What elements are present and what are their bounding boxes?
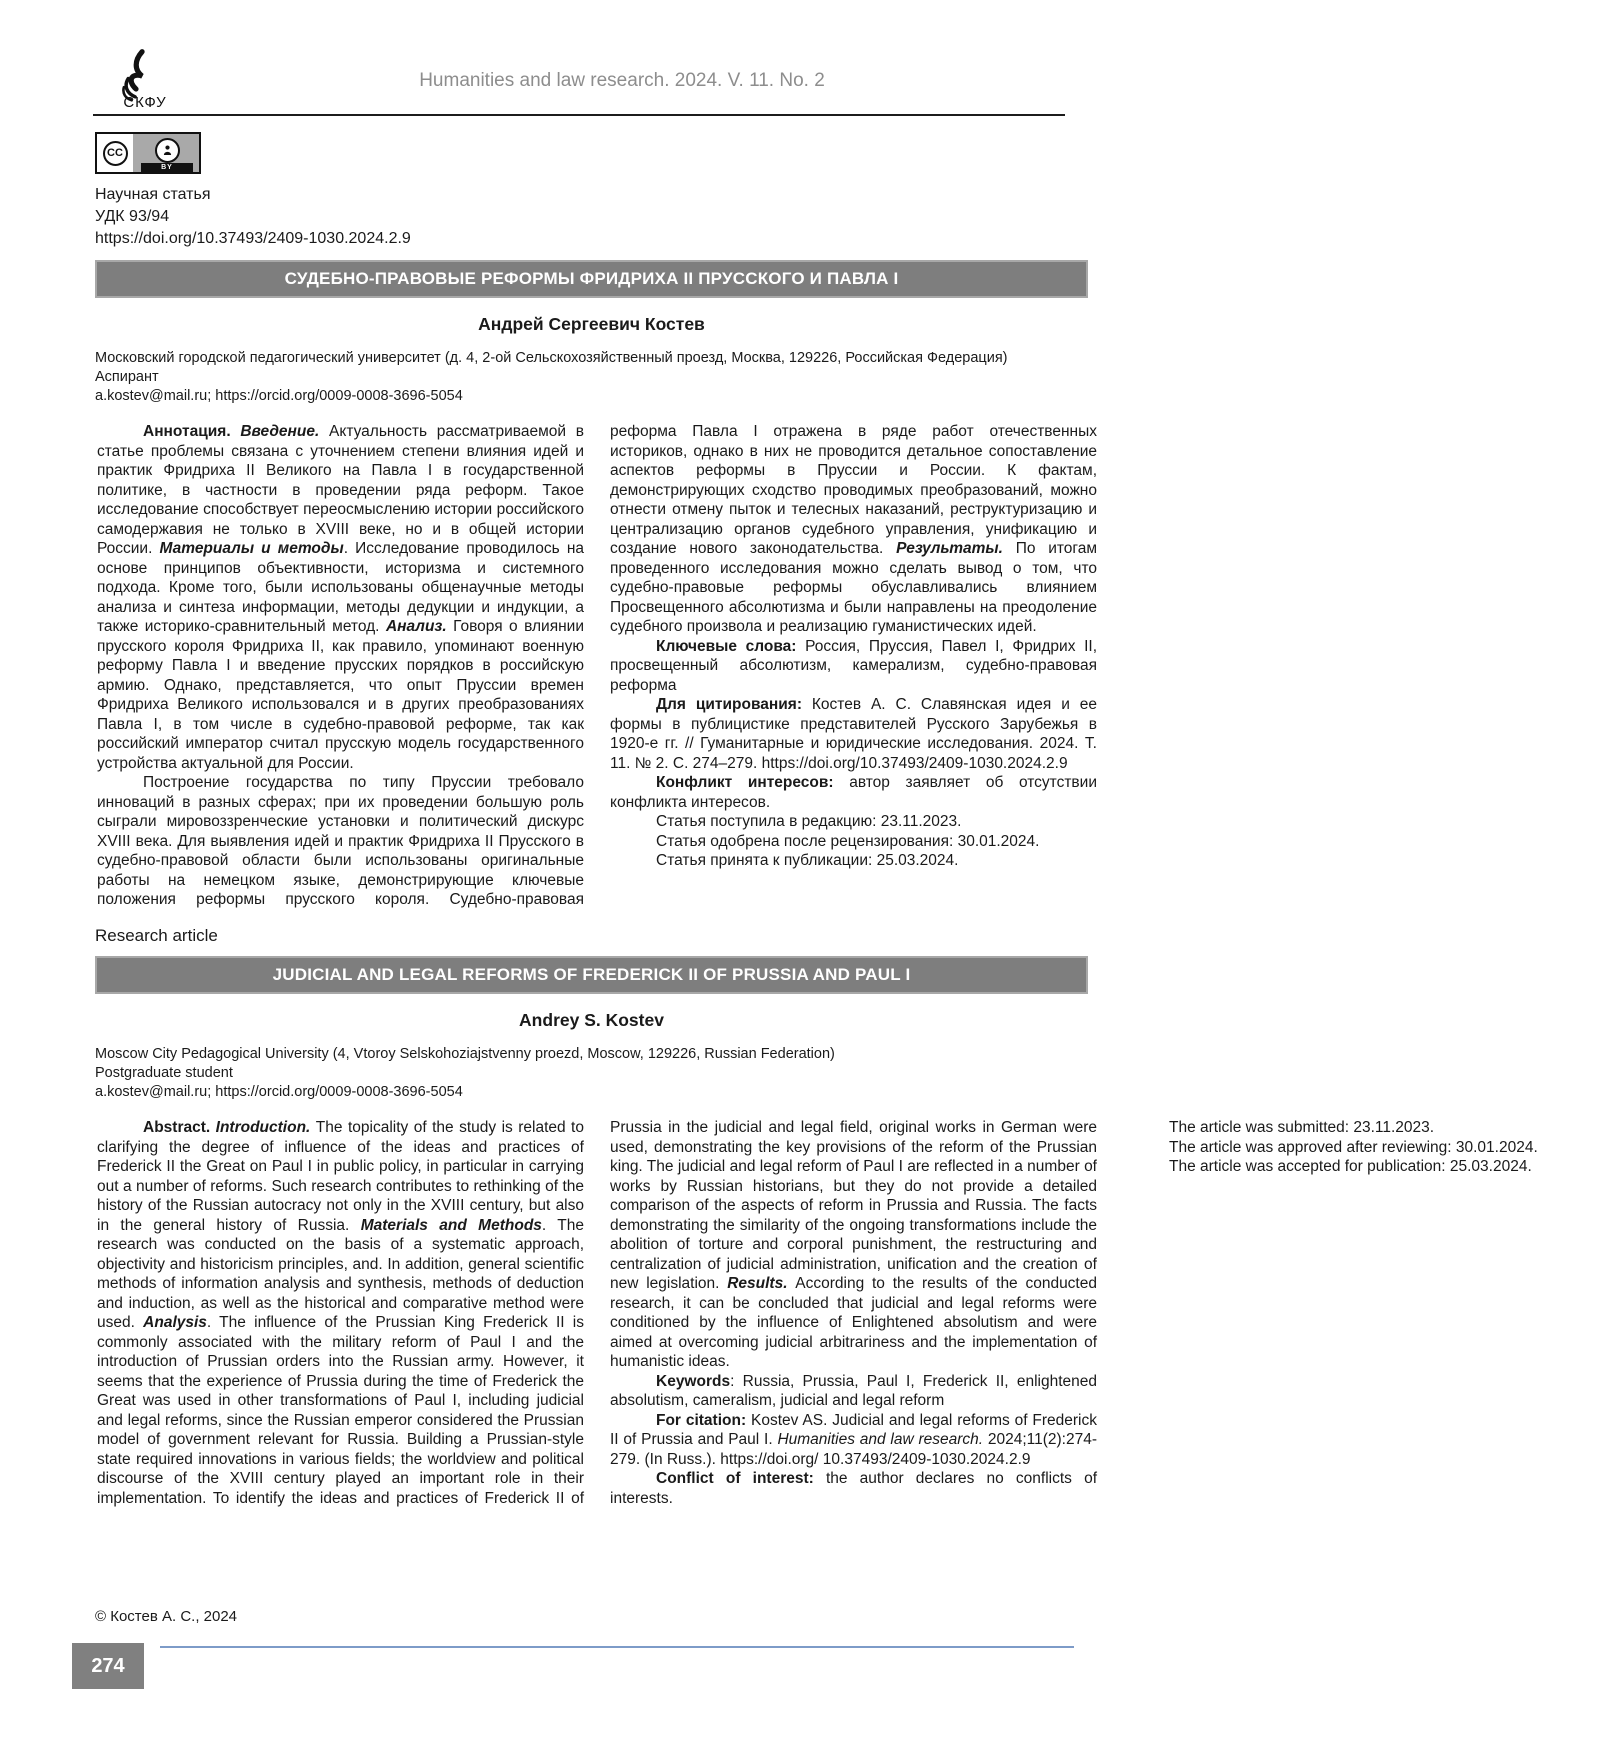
abstract-paragraph: Статья поступила в редакцию: 23.11.2023. [656, 813, 962, 830]
article-title-en: JUDICIAL AND LEGAL REFORMS OF FREDERICK II OF PRUSSIA AND PAUL I [95, 956, 1088, 994]
cc-by-label: BY [141, 163, 193, 172]
affiliation-en: Moscow City Pedagogical University (4, Vtoroy Selskohoziajstvenny proezd, Moscow, 129226, Russian Federation) [95, 1046, 835, 1062]
copyright-line: © Костев А. С., 2024 [95, 1608, 238, 1625]
affiliation-block-ru [95, 349, 1088, 406]
abstract-paragraph: Построение государства по типу Пруссии требовало инноваций в разных сферах; при их проведении большую роль сыграли мировоззренческие установки и политический дискурс XVIII века. Для выявления идей и практик Фридриха II Прусского в судебно-правовой области были использованы оригинальные работы на немецком языке, демонстрирующие ключевые положения реформы прусского короля. Судебно-правовая реформа Павла I отражена в ряде работ отечественных историков, однако в них не проводится детальное сопоставление аспектов реформы в Пруссии и России. К фактам, демонстрирующих сходство проводимых преобразований, можно отнести отмену пыток и телесных наказаний, реструктуризацию и централизацию органов судебного управления, унификацию и создание нового законодательства. Результаты. По итогам проведенного исследования можно сделать вывод о том, что судебно-правовые реформы обуславливались влиянием Просвещенного абсолютизма и были направлены на преодоление судебного произвола и реализацию гуманистических идей. [97, 423, 1098, 908]
abstract-paragraph: The article was accepted for publication: 25.03.2024. [1169, 1158, 1532, 1175]
cc-by-license-badge [95, 132, 201, 174]
cc-logo-panel [97, 134, 133, 172]
abstract-paragraph: Статья принята к публикации: 25.03.2024. [656, 852, 959, 869]
doi-link: https://doi.org/10.37493/2409-1030.2024.2.9 [95, 230, 411, 247]
abstract-paragraph: Аннотация. Введение. Актуальность рассматриваемой в статье проблемы связана с уточнением степени влияния идей и практик Фридриха II Великого на Павла I в государственной политике, в частности в проведении ряда реформ. Такое исследование способствует переосмыслению истории российского самодержавия не только в XVIII веке, но и в общей истории России. Материалы и методы. Исследование проводилось на основе принципов объективности, историзма и системного подхода. Кроме того, были использованы общенаучные методы анализа и синтеза информации, методы дедукции и индукции, а также историко-сравнительный метод. Анализ. Говоря о влиянии прусского короля Фридриха II, как правило, упоминают военную реформу Павла I и введение прусских порядков в российскую армию. Однако, представляется, что опыт Пруссии времен Фридриха Великого использовался и в других преобразованиях Павла I, в том числе в судебно-правовой реформе, так как российский император считал прусскую модель государственного устройства актуальной для России. [97, 423, 584, 772]
page-footer [72, 1643, 1074, 1689]
cc-icon: CC [103, 141, 128, 166]
page-number: 274 [72, 1643, 144, 1689]
udc-code: УДК 93/94 [95, 208, 170, 225]
skfu-logo-label: СКФУ [123, 94, 167, 111]
skfu-logo [93, 50, 179, 111]
abstract-paragraph: Конфликт интересов: автор заявляет об отсутствии конфликта интересов. [610, 774, 1097, 811]
abstract-paragraph: Для цитирования: Костев А. С. Славянская идея и ее формы в публицистике представителей Русского Зарубежья в 1920-е гг. // Гуманитарные и юридические исследования. 2024. Т. 11. № 2. С. 274–279. https://doi.org/10.37493/2409-1030.2024.2.9 [610, 696, 1097, 772]
article-type-ru: Научная статья [95, 186, 211, 203]
abstract-paragraph: Abstract. Introduction. The topicality of the study is related to clarifying the degree of influence of the ideas and practices of Frederick II the Great on Paul I in public policy, in particular in carrying out a number of reforms. Such research contributes to rethinking of the history of the Russian autocracy not only in the XVIII century, but also in the general history of Russia. Materials and Methods. The research was conducted on the basis of a systematic approach, objectivity and historicism principles, and. In addition, general scientific methods of information analysis and synthesis, methods of deduction and induction, as well as the historical and comparative method were used. Analysis. The influence of the Prussian King Frederick II is commonly associated with the military reform of Paul I and the introduction of Prussian orders into the Russian army. However, it seems that the experience of Prussia during the time of Frederick the Great was used in other transformations of Paul I, including judicial and legal reforms, since the Russian emperor considered the Prussian model of government relevant for Russia. Building a Prussian-style state required innovations in various fields; the worldview and political discourse of the XVIII century played an important role in their implementation. To identify the ideas and practices of Frederick II of Prussia in the judicial and legal field, original works in German were used, demonstrating the key provisions of the reform of the Prussian king. The judicial and legal reform of Paul I are reflected in a number of works by Russian historians, but they do not provide a detailed comparison of the aspects of reform in Prussia and Russia. The facts demonstrating the similarity of the ongoing transformations include the abolition of torture and corporal punishment, the restructuring and centralization of judicial administration, unification and the creation of new legislation. Results. According to the results of the conducted research, it can be concluded that judicial and legal reforms were conditioned by the influence of Enlightened absolutism and were aimed at overcoming judicial arbitrariness and the implementation of humanistic ideas. [97, 1119, 1097, 1507]
abstract-paragraph: The article was approved after reviewing: 30.01.2024. [1169, 1138, 1538, 1156]
abstract-paragraph: Статья одобрена после рецензирования: 30.01.2024. [656, 832, 1040, 850]
author-contact-ru: a.kostev@mail.ru; https://orcid.org/0009-0008-3696-5054 [95, 388, 463, 404]
abstract-ru [97, 422, 1097, 910]
footer-divider [160, 1646, 1074, 1648]
affiliation-block-en [95, 1045, 1088, 1102]
abstract-paragraph: The article was submitted: 23.11.2023. [1169, 1119, 1435, 1136]
author-name-ru: Андрей Сергеевич Костев [478, 314, 705, 334]
cc-by-person-icon [155, 138, 180, 163]
article-title-ru: СУДЕБНО-ПРАВОВЫЕ РЕФОРМЫ ФРИДРИХА II ПРУССКОГО И ПАВЛА I [95, 260, 1088, 298]
author-position-ru: Аспирант [95, 369, 159, 385]
abstract-paragraph: Ключевые слова: Россия, Пруссия, Павел I, Фридрих II, просвещенный абсолютизм, камерализм, судебно-правовая реформа [610, 637, 1097, 694]
abstract-paragraph: Conflict of interest: the author declares no conflicts of interests. [610, 1470, 1097, 1507]
author-contact-en: a.kostev@mail.ru; https://orcid.org/0009-0008-3696-5054 [95, 1084, 463, 1100]
page-header [93, 50, 1065, 116]
affiliation-ru: Московский городской педагогический университет (д. 4, 2-ой Сельскохозяйственный проезд, Москва, 129226, Российская Федерация) [95, 350, 1008, 366]
abstract-paragraph: For citation: Kostev AS. Judicial and legal reforms of Frederick II of Prussia and Paul I. Humanities and law research. 2024;11(2):274-279. (In Russ.). https://doi.org/ 10.37493/2409-1030.2024.2.9 [610, 1411, 1098, 1468]
abstract-en [97, 1118, 1538, 1518]
author-position-en: Postgraduate student [95, 1065, 233, 1081]
author-name-en: Andrey S. Kostev [519, 1010, 664, 1030]
journal-title: Humanities and law research. 2024. V. 11. No. 2 [419, 69, 825, 91]
article-type-en: Research article [95, 926, 218, 945]
article-meta-ru [95, 184, 1200, 250]
abstract-paragraph: Keywords: Russia, Prussia, Paul I, Frederick II, enlightened absolutism, cameralism, judicial and legal reform [610, 1372, 1097, 1409]
